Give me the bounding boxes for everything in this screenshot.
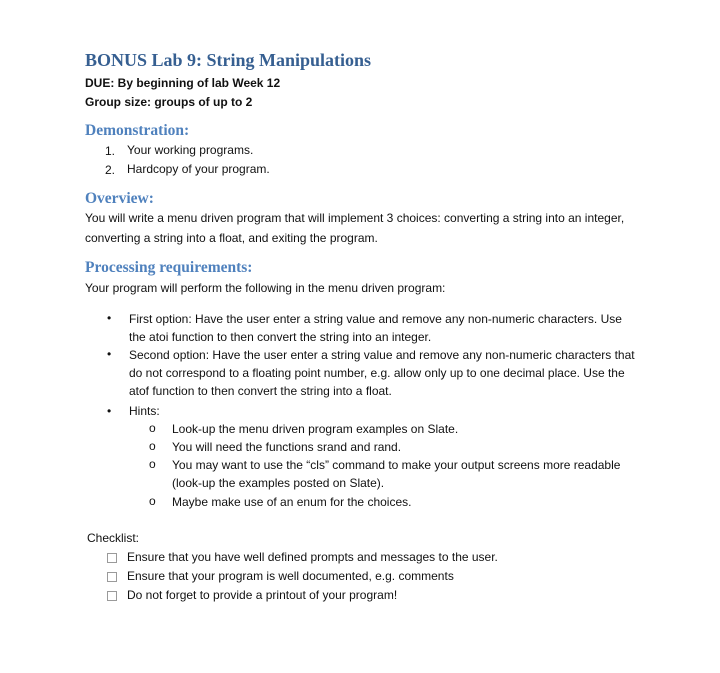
checklist-item: Do not forget to provide a printout of your program! [127, 588, 398, 602]
demo-item-text: Hardcopy of your program. [127, 162, 270, 176]
demonstration-heading: Demonstration: [85, 122, 190, 139]
demo-item-number: 1. [105, 144, 116, 158]
sub-bullet-marker: o [149, 457, 156, 471]
demo-item-number: 2. [105, 163, 116, 177]
checklist-label: Checklist: [87, 531, 140, 545]
processing-intro: Your program will perform the following in the menu driven program: [85, 281, 446, 295]
bullet-line: Hints: [129, 404, 160, 418]
bullet-marker: • [107, 311, 112, 325]
overview-line: converting a string into a float, and exiting the program. [85, 231, 378, 245]
sub-bullet-marker: o [149, 421, 156, 435]
hint-line: (look-up the examples posted on Slate). [172, 476, 385, 490]
hint-line: You will need the functions srand and rand. [172, 440, 402, 454]
bullet-line: the atoi function to then convert the string into an integer. [129, 330, 432, 344]
hint-line: Look-up the menu driven program examples on Slate. [172, 422, 459, 436]
page-title: BONUS Lab 9: String Manipulations [85, 50, 372, 70]
checklist-item: Ensure that your program is well documented, e.g. comments [127, 569, 454, 583]
bullet-line: First option: Have the user enter a string value and remove any non-numeric characters. Use [129, 312, 622, 326]
bullet-marker: • [107, 404, 112, 418]
bullet-line: atof function to then convert the string into a float. [129, 384, 392, 398]
bullet-line: Second option: Have the user enter a string value and remove any non-numeric characters that [129, 348, 635, 362]
checklist-item: Ensure that you have well defined prompts and messages to the user. [127, 550, 498, 564]
checkbox-icon [107, 591, 117, 601]
group-size: Group size: groups of up to 2 [85, 95, 253, 109]
checkbox-icon [107, 553, 117, 563]
hint-line: Maybe make use of an enum for the choices. [172, 495, 412, 509]
overview-line: You will write a menu driven program that will implement 3 choices: converting a string into an integer, [85, 211, 625, 225]
processing-heading: Processing requirements: [85, 259, 253, 276]
bullet-marker: • [107, 347, 112, 361]
demo-item-text: Your working programs. [127, 143, 254, 157]
checkbox-icon [107, 572, 117, 582]
sub-bullet-marker: o [149, 494, 156, 508]
bullet-line: do not correspond to a floating point number, e.g. allow only up to one decimal place. Use the [129, 366, 625, 380]
sub-bullet-marker: o [149, 439, 156, 453]
hint-line: You may want to use the “cls” command to make your output screens more readable [172, 458, 621, 472]
due-date: DUE: By beginning of lab Week 12 [85, 76, 281, 90]
overview-heading: Overview: [85, 190, 154, 207]
